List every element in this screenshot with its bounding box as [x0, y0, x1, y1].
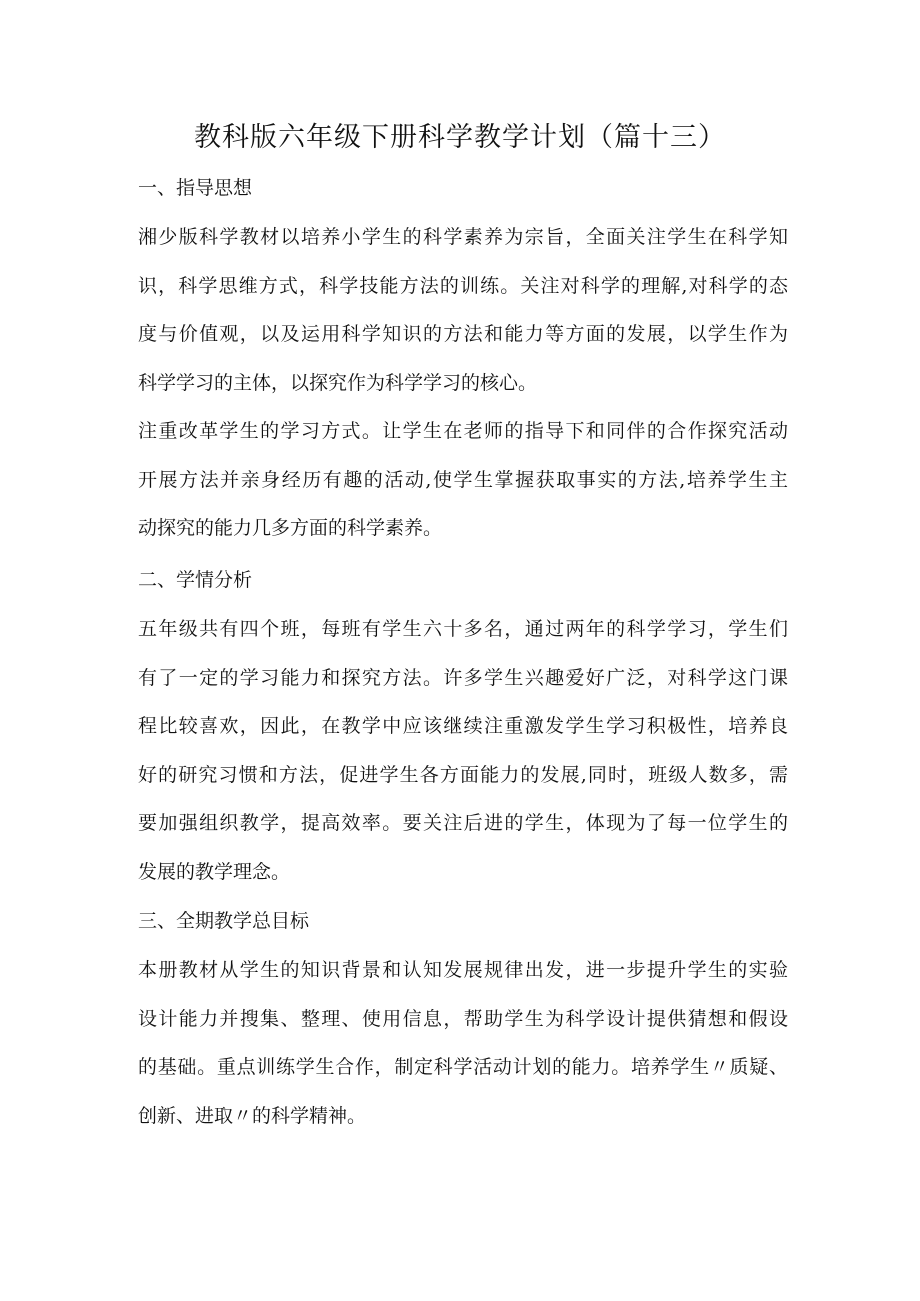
text-line: 要加强组织教学，提高效率。要关注后进的学生，体现为了每一位学生的 — [138, 812, 788, 834]
text-line: 识，科学思维方式，科学技能方法的训练。关注对科学的理解,对科学的态 — [138, 274, 788, 297]
text-line: 五年级共有四个班，每班有学生六十多名，通过两年的科学学习，学生们 — [138, 618, 788, 640]
text-line: 度与价值观，以及运用科学知识的方法和能力等方面的发展，以学生作为 — [138, 323, 788, 345]
text-line: 程比较喜欢，因此，在教学中应该继续注重激发学生学习积极性，培养良 — [138, 715, 788, 737]
section-heading-guiding-ideology: 一、指导思想 — [138, 177, 253, 199]
text-line: 好的研究习惯和方法，促进学生各方面能力的发展,同时，班级人数多，需 — [138, 763, 788, 786]
text-line: 动探究的能力几多方面的科学素养。 — [138, 517, 443, 539]
paragraph-guiding-ideology-1 — [138, 213, 788, 407]
text-line: 创新、进取〃的科学精神。 — [138, 1104, 367, 1127]
text-line: 设计能力并搜集、整理、使用信息，帮助学生为科学设计提供猜想和假设 — [138, 1007, 788, 1030]
text-line: 开展方法并亲身经历有趣的活动,使学生掌握获取事实的方法,培养学生主 — [138, 468, 788, 491]
text-line: 科学学习的主体，以探究作为科学学习的核心。 — [138, 371, 538, 394]
text-line: 湘少版科学教材以培养小学生的科学素养为宗旨，全面关注学生在科学知 — [138, 226, 788, 248]
document-title: 教科版六年级下册科学教学计划（篇十三） — [194, 122, 726, 153]
paragraph-student-analysis — [138, 605, 788, 896]
text-line: 有了一定的学习能力和探究方法。许多学生兴趣爱好广泛，对科学这门课 — [138, 666, 788, 689]
text-line: 的基础。重点训练学生合作，制定科学活动计划的能力。培养学生〃质疑、 — [138, 1056, 788, 1078]
paragraph-overall-goals — [138, 946, 788, 1140]
text-line: 发展的教学理念。 — [138, 860, 291, 883]
paragraph-guiding-ideology-2 — [138, 407, 788, 553]
section-heading-overall-goals: 三、全期教学总目标 — [138, 910, 310, 932]
text-line: 注重改革学生的学习方式。让学生在老师的指导下和同伴的合作探究活动 — [138, 420, 788, 442]
text-line: 本册教材从学生的知识背景和认知发展规律出发，进一步提升学生的实验 — [138, 959, 788, 981]
section-heading-student-analysis: 二、学情分析 — [138, 569, 253, 591]
